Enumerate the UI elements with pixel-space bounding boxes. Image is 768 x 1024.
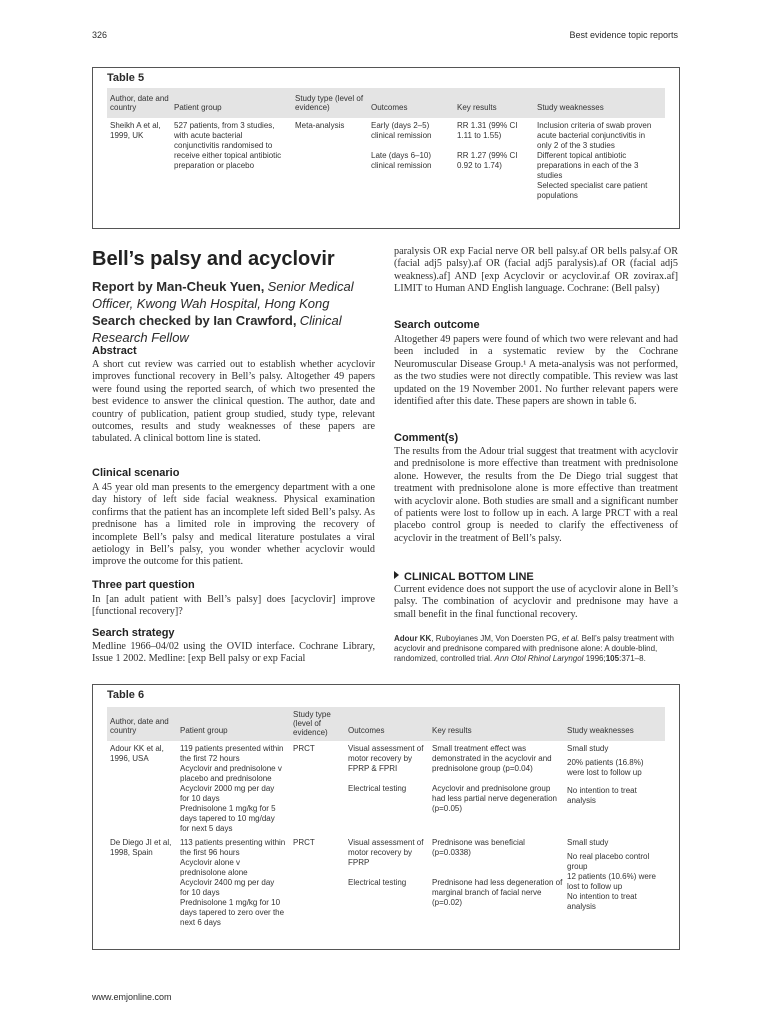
table-6-header-patient: Patient group [180, 726, 228, 735]
reference-pages: :371–8. [619, 654, 646, 663]
table-cell: preparations in each of the 3 [537, 161, 639, 170]
table-5-patient [174, 121, 281, 171]
search-outcome-text: Altogether 49 papers were found of which two were relevant and had been included in a systematic review by the Cochrane Neuromuscular Disease Group.¹ A meta-analysis was not performed, as the two studies were not directly compatible. This review was last updated on the 19 November 2001. No further relevant papers were identified after this date. These papers are shown in table 6. [394, 334, 678, 408]
table-5-outcomes [371, 121, 431, 171]
checked-by-label: Search checked by Ian Crawford, [92, 313, 297, 328]
table-6-header-study: Study type (level of evidence) [293, 710, 331, 737]
table-cell: preparation or placebo [174, 161, 255, 170]
search-text-right: paralysis OR exp Facial nerve OR bell palsy.af OR bells palsy.af OR (facial adj5 palsy).af OR (facial adj5 paralysis).af OR (facial adj5 weakness).af] AND [exp Acyclovir or acyclovir.af OR zovirax.af] LIMIT to Human AND English language. Cochrane: (Bell palsy) [394, 246, 678, 295]
table-cell: clinical remission [371, 131, 432, 140]
row-1-outcomes [348, 744, 423, 794]
table-6-header [107, 707, 665, 741]
table-cell: No real placebo control [567, 852, 650, 861]
table-6-grid [107, 707, 665, 943]
table-6-title: Table 6 [107, 689, 145, 701]
table-6-header-outcomes: Outcomes [348, 726, 385, 735]
section-title: Best evidence topic reports [569, 30, 678, 40]
table-cell: prednisolone group (p=0.04) [432, 764, 533, 773]
table-6-header-author: Author, date and country [110, 717, 169, 735]
table-cell: for next 5 days [180, 824, 233, 833]
table-cell: group [567, 862, 588, 871]
search-text-left: Medline 1966–04/02 using the OVID interface. Cochrane Library, Issue 1 2002. Medline: [exp Bell palsy or exp Facial [92, 641, 375, 665]
table-cell: motor recovery by [348, 754, 413, 763]
table-6-header-results: Key results [432, 726, 472, 735]
table-5-header-weak: Study weaknesses [537, 103, 604, 112]
row-2-patient [180, 838, 285, 928]
table-cell: next 6 days [180, 918, 221, 927]
table-cell: 12 patients (10.6%) were [567, 872, 656, 881]
table-cell: the first 72 hours [180, 754, 240, 763]
triangle-arrow-icon [394, 571, 399, 579]
table-row [107, 744, 665, 836]
table-cell: placebo and prednisolone [180, 774, 272, 783]
table-5-header-outcomes: Outcomes [371, 103, 408, 112]
table-cell: Small treatment effect was [432, 744, 527, 753]
scenario-text: A 45 year old man presents to the emergency department with a one day history of left side facial weakness. Physical examination confirms that the patient has an incomplete left sided Bell’s palsy. As prednisone has a limited role in improving the recovery of incomplete Bell’s palsy and medical literature postulates a viral aetiology in Bell’s palsy, you wonder whether acyclovir would improve the outcome for this patient. [92, 482, 375, 568]
table-cell: conjunctivitis randomised to [174, 141, 273, 150]
question-heading: Three part question [92, 579, 195, 591]
table-cell: studies [537, 171, 563, 180]
table-cell: 119 patients presented within [180, 744, 284, 753]
table-cell: motor recovery by [348, 848, 413, 857]
table-cell: the first 96 hours [180, 848, 240, 857]
table-5-header-study: Study type (level of evidence) [295, 94, 364, 112]
table-cell: clinical remission [371, 161, 432, 170]
reference-authors: , Ruboyianes JM, Von Doersten PG, [431, 634, 560, 643]
table-5-results [457, 121, 517, 171]
scenario-heading: Clinical scenario [92, 467, 180, 479]
footer-url: www.emjonline.com [92, 992, 172, 1002]
row-1-results [432, 744, 557, 814]
table-cell: populations [537, 191, 578, 200]
reference-journal: Ann Otol Rhinol Laryngol [494, 654, 584, 663]
table-cell: Acyclovir and prednisolone v [180, 764, 282, 773]
table-cell: 20% patients (16.8%) [567, 758, 644, 767]
table-cell: 0.92 to 1.74) [457, 161, 502, 170]
table-cell: for 10 days [180, 794, 220, 803]
row-1-study: PRCT [293, 744, 315, 753]
row-2-author [110, 838, 171, 858]
table-5-header [107, 88, 665, 118]
table-cell: RR 1.27 (99% CI [457, 151, 518, 160]
table-row [107, 838, 665, 938]
table-cell: Late (days 6–10) [371, 151, 432, 160]
table-cell: Visual assessment of [348, 838, 424, 847]
comments-text: The results from the Adour trial suggest that treatment with acyclovir and prednisolone is more effective than treatment with prednisolone alone. However, the results from the De Diego trial suggest that treatment with prednisolone alone is more effective than treatment with acyclovir alone. Both studies are small and a significant number of patients were lost to follow up in each. A large PRCT with a real placebo control group is needed to clarify the effectiveness of acyclovir in the treatment of Bell’s palsy. [394, 446, 678, 544]
table-cell: days tapered to 10 mg/day [180, 814, 275, 823]
bottom-line-heading [394, 571, 534, 583]
table-cell: with acute bacterial [174, 131, 243, 140]
abstract-text: A short cut review was carried out to establish whether acyclovir improves functional recovery in Bell’s palsy. Altogether 49 papers were found using the reported search, of which two presented the best evidence to answer the clinical question. The author, date and country of publication, patient group studied, study type, relevant outcomes, results and study weaknesses of these papers are tabulated. A clinical bottom line is stated. [92, 359, 375, 445]
page-number: 326 [92, 30, 108, 40]
table-cell: Selected specialist care patient [537, 181, 648, 190]
table-cell: prednisolone alone [180, 868, 248, 877]
table-cell: Acyclovir alone v [180, 858, 241, 867]
table-5-header-results: Key results [457, 103, 497, 112]
table-cell: Small study [567, 838, 609, 847]
table-5 [92, 67, 680, 229]
report-byline [92, 278, 374, 312]
table-cell: No intention to treat [567, 892, 637, 901]
reference-title: Bell’s palsy treatment with acyclovir and prednisone compared with prednisone alone: A double-blind, randomized, controlled trial. [394, 634, 674, 663]
row-1-author [110, 744, 164, 764]
checked-by-role: Clinical Research Fellow [92, 313, 342, 345]
table-cell: Prednisone had less degeneration of [432, 878, 563, 887]
table-cell: 113 patients presenting within [180, 838, 286, 847]
table-cell: analysis [567, 796, 596, 805]
report-by-role: Senior Medical Officer, Kwong Wah Hospital, Hong Kong [92, 279, 354, 311]
table-cell: analysis [567, 902, 596, 911]
table-cell: only 2 of the 3 studies [537, 141, 615, 150]
table-cell: Visual assessment of [348, 744, 424, 753]
table-cell: Acyclovir 2000 mg per day [180, 784, 275, 793]
table-5-study: Meta-analysis [295, 121, 345, 130]
table-cell: 527 patients, from 3 studies, [174, 121, 275, 130]
report-by-label: Report by Man-Cheuk Yuen, [92, 279, 265, 294]
table-6 [92, 684, 680, 950]
table-5-grid [107, 88, 665, 222]
table-cell: Prednisolone 1 mg/kg for 10 [180, 898, 281, 907]
search-outcome-heading: Search outcome [394, 319, 480, 331]
row-1-weaknesses [567, 744, 644, 806]
checked-byline [92, 312, 374, 346]
article-title: Bell’s palsy and acyclovir [92, 248, 335, 270]
table-cell: Sheikh A et al, [110, 121, 161, 130]
table-cell: 1999, UK [110, 131, 144, 140]
table-cell: had less partial nerve degeneration [432, 794, 557, 803]
table-cell: Prednisolone 1 mg/kg for 5 [180, 804, 276, 813]
reference [394, 634, 678, 664]
table-cell: days tapered to zero over the [180, 908, 285, 917]
table-cell: receive either topical antibiotic [174, 151, 282, 160]
table-5-header-author: Author, date and country [110, 94, 169, 112]
table-5-title: Table 5 [107, 72, 145, 84]
table-6-header-weak: Study weaknesses [567, 726, 634, 735]
abstract-heading: Abstract [92, 345, 137, 357]
running-header [92, 30, 678, 44]
reference-volume: 105 [605, 654, 620, 663]
table-cell: Electrical testing [348, 784, 407, 793]
table-cell: Different topical antibiotic [537, 151, 627, 160]
table-5-weaknesses [537, 121, 651, 201]
table-cell: 1996, USA [110, 754, 149, 763]
row-2-weaknesses [567, 838, 656, 912]
table-cell: FPRP [348, 858, 370, 867]
table-cell: RR 1.31 (99% CI [457, 121, 518, 130]
table-cell: Prednisone was beneficial [432, 838, 525, 847]
table-cell: Adour KK et al, [110, 744, 164, 753]
search-heading: Search strategy [92, 627, 175, 639]
table-cell: (p=0.02) [432, 898, 463, 907]
table-cell: 1.11 to 1.55) [457, 131, 502, 140]
question-text: In [an adult patient with Bell’s palsy] does [acyclovir] improve [functional recovery]? [92, 594, 375, 618]
table-cell: lost to follow up [567, 882, 623, 891]
table-cell: Inclusion criteria of swab proven [537, 121, 652, 130]
bottom-line-text: Current evidence does not support the use of acyclovir alone in Bell’s palsy. The combination of acyclovir and prednisone may have a small benefit in the final functional recovery. [394, 584, 678, 620]
table-cell: for 10 days [180, 888, 220, 897]
table-cell: Acyclovir and prednisolone group [432, 784, 551, 793]
table-cell: demonstrated in the acyclovir and [432, 754, 552, 763]
reference-author: Adour KK [394, 634, 432, 643]
reference-etal: et al. [562, 634, 580, 643]
reference-year: 1996; [585, 654, 606, 663]
row-2-results [432, 838, 562, 908]
row-2-study: PRCT [293, 838, 315, 847]
table-cell: marginal branch of facial nerve [432, 888, 542, 897]
row-2-outcomes [348, 838, 423, 888]
table-cell: (p=0.05) [432, 804, 463, 813]
table-5-header-patient: Patient group [174, 103, 222, 112]
table-5-author [110, 121, 161, 141]
table-cell: (p=0.0338) [432, 848, 471, 857]
table-cell: No intention to treat [567, 786, 637, 795]
comments-heading: Comment(s) [394, 432, 459, 444]
table-cell: 1998, Spain [110, 848, 153, 857]
table-cell: FPRP & FPRI [348, 764, 398, 773]
table-cell: Acyclovir 2400 mg per day [180, 878, 275, 887]
table-cell: acute bacterial conjunctivitis in [537, 131, 646, 140]
table-cell: were lost to follow up [567, 768, 642, 777]
table-cell: De Diego JI et al, [110, 838, 172, 847]
table-cell: Early (days 2–5) [371, 121, 430, 130]
row-1-patient [180, 744, 283, 834]
table-cell: Electrical testing [348, 878, 407, 887]
table-cell: Small study [567, 744, 609, 753]
bottom-line-label: CLINICAL BOTTOM LINE [404, 571, 534, 583]
